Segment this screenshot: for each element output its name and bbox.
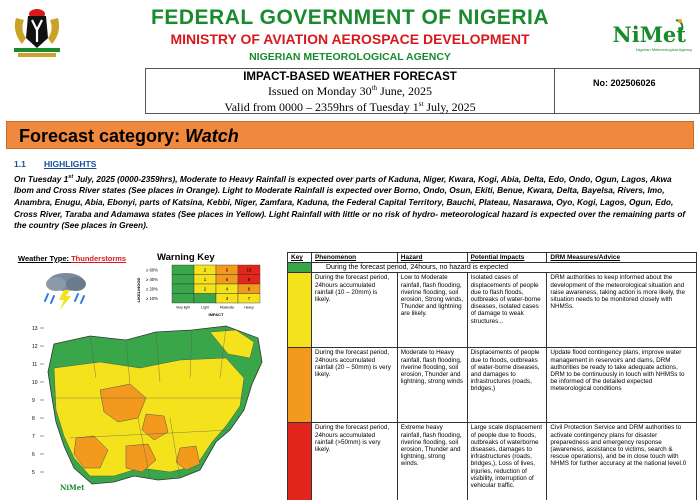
forecast-number-box xyxy=(555,68,700,114)
table-cell-drm: Civil Protection Service and DRM authorities to activate contingency plans for disaster preparedness and emergency response (awareness, assistance to victims, search & rescue operations), and be in close touch with NHMS for further accuracy at the national level.0 xyxy=(547,423,697,500)
likelihood-level-label: ≥ 20% xyxy=(146,286,158,292)
key-swatch-yellow xyxy=(288,273,312,348)
category-value: Watch xyxy=(185,126,239,146)
likelihood-level-label: ≥ 10% xyxy=(146,296,158,301)
key-swatch-red xyxy=(288,423,312,500)
no-hazard-text: During the forecast period, 24hours, no hazard is expected xyxy=(311,263,696,273)
highlights-title: HIGHLIGHTS xyxy=(44,159,97,169)
map-lat-tick: 10 xyxy=(32,380,38,386)
valid-sup: st xyxy=(418,100,424,108)
nimet-logo-subtext: Nigerian Meteorological Agency xyxy=(635,47,692,52)
warning-key-cell-value: 1 xyxy=(203,277,207,282)
impact-level-label: Heavy xyxy=(244,305,254,310)
header-key: Key xyxy=(288,253,312,263)
highlights-text-sup: st xyxy=(68,174,74,180)
table-row-amber xyxy=(288,348,697,423)
key-swatch-green xyxy=(288,263,312,273)
nimet-logo-text: NiMet xyxy=(612,22,686,47)
warning-key-cell-value: 4 xyxy=(225,286,229,292)
map-lat-tick: 12 xyxy=(32,344,38,350)
map-lat-tick: 7 xyxy=(32,434,35,440)
warning-key-matrix xyxy=(134,263,274,318)
issued-suffix: June, 2025 xyxy=(377,84,433,98)
forecast-category-band xyxy=(6,121,694,149)
category-label: Forecast category: xyxy=(19,126,186,146)
weather-type-label: Weather Type: xyxy=(18,254,72,263)
likelihood-level-label: ≥ 40% xyxy=(146,277,158,282)
map-lat-tick: 8 xyxy=(32,416,35,422)
warning-key-cell xyxy=(172,265,194,275)
thunderstorm-icon xyxy=(40,268,92,312)
table-row-green xyxy=(288,263,697,273)
highlights-number: 1.1 xyxy=(14,159,26,169)
table-cell-phenomenon: During the forecast period, 24hours accumulated rainfall (>50mm) is very likely. xyxy=(311,423,397,500)
valid-suffix: July, 2025 xyxy=(423,100,476,114)
highlights-text xyxy=(14,172,692,232)
map-lat-tick: 13 xyxy=(32,326,38,332)
header-impacts: Potential Impacts xyxy=(467,253,547,263)
document-header xyxy=(0,0,700,70)
forecast-title: IMPACT-BASED WEATHER FORECAST xyxy=(243,71,457,83)
map-lat-tick: 5 xyxy=(32,470,35,476)
table-cell-phenomenon: During the forecast period, 24hours accumulated rainfall (10 – 20mm) is likely. xyxy=(311,273,397,348)
weather-type-value: Thunderstorms xyxy=(71,254,127,263)
table-cell-hazard: Moderate to Heavy rainfall, flash flooding, riverine flooding, soil erosion, Thunder and lightning, strong winds xyxy=(397,348,467,423)
table-cell-hazard: Extreme heavy rainfall, flash flooding, riverine flooding, soil erosion, Thunder and lightning, strong winds. xyxy=(397,423,467,500)
issued-prefix: Issued on Monday 30 xyxy=(267,84,372,98)
warning-key-cell-value: 2 xyxy=(203,267,207,273)
header-hazard: Hazard xyxy=(397,253,467,263)
map-lat-tick: 6 xyxy=(32,452,35,458)
forecast-category xyxy=(19,126,239,147)
warning-key-cell xyxy=(172,284,194,294)
warning-key-cell-value: 8 xyxy=(247,286,251,292)
table-cell-hazard: Low to Moderate rainfall, flash flooding, riverine flooding, soil erosion, Strong winds, Thunder and lightning are likely. xyxy=(397,273,467,348)
table-cell-impacts: Isolated cases of displacements of people due to flash floods, outbreaks of water-borne diseases, isolated cases of damage to weak structures... xyxy=(467,273,547,348)
impact-level-label: Very light xyxy=(176,305,190,310)
table-row-red xyxy=(288,423,697,500)
table-cell-impacts: Displacements of people due to floods, outbreaks of water-borne diseases, and damages to infrastructures (roads, bridges,) xyxy=(467,348,547,423)
valid-prefix: Valid from 0000 – 2359hrs of Tuesday 1 xyxy=(224,100,419,114)
warning-key-cell-value: 16 xyxy=(246,267,252,273)
warning-key-cell-value: 3 xyxy=(225,296,229,301)
impact-level-label: Light xyxy=(201,305,209,310)
table-cell-phenomenon: During the forecast period, 24hours accumulated rainfall (20 – 50mm) is very likely. xyxy=(311,348,397,423)
warning-key-title: Warning Key xyxy=(157,252,215,263)
key-swatch-amber xyxy=(288,348,312,423)
ministry-title: MINISTRY OF AVIATION AEROSPACE DEVELOPMENT xyxy=(170,31,530,47)
map-lat-tick: 9 xyxy=(32,398,35,404)
weather-type xyxy=(18,254,126,263)
agency-title: NIGERIAN METEOROLOGICAL AGENCY xyxy=(249,51,451,63)
forecast-title-box xyxy=(145,68,555,114)
valid-period xyxy=(146,100,554,115)
header-phenomenon: Phenomenon xyxy=(311,253,397,263)
header-drm: DRM Measures/Advice xyxy=(547,253,697,263)
warning-key-cell-value: 6 xyxy=(225,267,229,273)
issued-sup: th xyxy=(371,84,378,92)
impact-table xyxy=(287,252,697,500)
forecast-number: No: 202506026 xyxy=(593,78,656,88)
table-header-row xyxy=(288,253,697,263)
impact-level-label: Moderate xyxy=(219,305,235,310)
highlights-text-b: July, 2025 (0000-2359hrs), Moderate to Heavy Rainfall is expected over parts of Kaduna, Niger, Kwara, Kogi, Abia, Delta, Edo, Ondo, Ogun, Lagos, Akwa Ibom and Cross River states (See places in Orange). Light to Moderate Rainfall is expected over Borno, Ondo, Osun, Ekiti, Benue, Kwara, Delta, Bayelsa, Rivers, Imo, Anambra, Enugu, Abia, Ebonyi, parts of Katsina, Kebbi, Niger, Zamfara, Kaduna, the Federal Capital Territory, Bauchi, Plateau, Nasarawa, Oyo, Kogi, Lagos, Ogun, Edo, Cross River, Taraba and Adamawa states (See places in Yellow). Light Rainfall with little or no risk of hydro- meteorological hazard is expected over the remaining parts of the country (See places in Green). xyxy=(14,173,686,231)
warning-key-cell-value: 9 xyxy=(247,277,251,282)
table-cell-drm: DRM authorities to keep informed about the development of the meteorological situation and raise awareness, taking action is more likely, the situation needs to be monitored closely with NHMSs. xyxy=(547,273,697,348)
government-title: FEDERAL GOVERNMENT OF NIGERIA xyxy=(151,6,549,29)
warning-key-cell xyxy=(172,275,194,285)
warning-key-cell-value: 7 xyxy=(247,296,251,301)
warning-key-cell xyxy=(172,294,194,304)
likelihood-level-label: ≥ 60% xyxy=(146,267,158,273)
warning-key-cell xyxy=(194,294,216,304)
highlights-text-a: On Tuesday 1 xyxy=(14,173,69,184)
impact-axis-label: IMPACT xyxy=(208,312,224,317)
map-lat-tick: 11 xyxy=(32,362,38,368)
table-cell-drm: Update flood contingency plans, improve water management in reservoirs and dams, DRM authorities be ready to take adequate actions, DRM to be continuously in touch with NHMSs to be informed of the detailed expected meteorological conditions xyxy=(547,348,697,423)
warning-key-cell-value: 5 xyxy=(225,277,229,282)
map-logo-text: NiMet xyxy=(60,483,85,492)
issued-date xyxy=(146,84,554,99)
nigeria-forecast-map xyxy=(30,318,280,494)
table-row-yellow xyxy=(288,273,697,348)
table-cell-impacts: Large scale displacement of people due to floods, outbreaks of waterborne diseases, damages to infrastructures (roads, bridges,), Loss of lives, injuries, reduction of visibility, interruption of vehicular traffic. xyxy=(467,423,547,500)
warning-key-cell-value: 2 xyxy=(203,286,207,292)
likelihood-axis-label: LIKELIHOOD xyxy=(136,277,141,303)
